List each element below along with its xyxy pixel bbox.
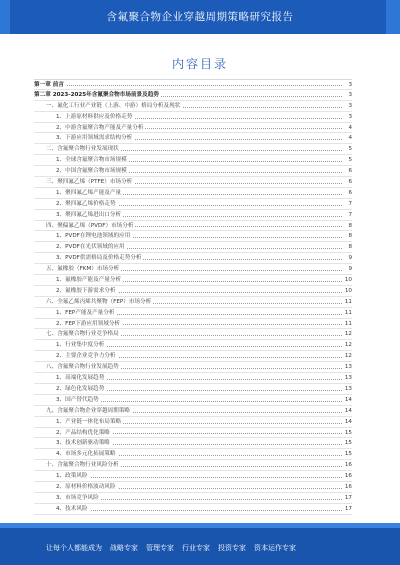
- toc-entry-title: 3、国产替代趋势: [34, 397, 101, 403]
- footer-slogan: [46, 543, 360, 553]
- toc-entry-page: 10: [343, 275, 352, 286]
- toc-entry-title: 十、含氟聚合物行业风险分析: [34, 462, 121, 468]
- toc-entry-title: 3、PVDF供需格局及价格走势分析: [34, 255, 143, 261]
- toc-entry[interactable]: [34, 133, 352, 144]
- toc-entry[interactable]: [34, 384, 352, 395]
- toc-entry-title: 2、氟橡胶下游需求分析: [34, 288, 118, 294]
- toc-entry[interactable]: [34, 428, 352, 439]
- footer-item: 让每个人都能成为: [46, 544, 102, 552]
- toc-entry-page: 4: [346, 123, 352, 134]
- report-header: [0, 0, 400, 34]
- toc-entry-title: 六、全氟乙烯丙烯共聚物（FEP）市场分析: [34, 299, 153, 305]
- toc-entry-title: 1、政策风险: [34, 473, 90, 479]
- toc-entry-page: 3: [346, 112, 352, 123]
- toc-entry-page: 14: [343, 417, 352, 428]
- table-of-contents: [34, 79, 352, 515]
- toc-entry-page: 17: [343, 493, 352, 504]
- toc-entry-page: 14: [343, 406, 352, 417]
- toc-entry-title: 2、PVDF在光伏领域的应用: [34, 244, 127, 250]
- toc-leader-dots: [34, 85, 342, 86]
- toc-entry-page: 7: [346, 210, 352, 221]
- toc-entry[interactable]: [34, 123, 352, 134]
- toc-entry-page: 16: [343, 471, 352, 482]
- toc-entry-title: 1、氟橡胶产能及产量分析: [34, 277, 123, 283]
- footer-item: 行业专家: [182, 544, 210, 552]
- toc-entry-title: 1、全球含氟聚合物市场规模: [34, 157, 129, 163]
- toc-entry-page: 3: [346, 80, 352, 90]
- toc-entry-page: 14: [343, 395, 352, 406]
- toc-entry-title: 2、原材料价格波动风险: [34, 484, 118, 490]
- toc-entry-title: 3、聚四氟乙烯进出口分析: [34, 212, 123, 218]
- toc-entry[interactable]: [34, 101, 352, 112]
- toc-entry-title: 2、主要企业竞争力分析: [34, 353, 118, 359]
- toc-entry[interactable]: [34, 177, 352, 188]
- toc-entry-title: 第一章 前言: [34, 82, 64, 88]
- toc-entry[interactable]: [34, 319, 352, 330]
- toc-entry-title: 2、中国含氟聚合物市场规模: [34, 168, 129, 174]
- toc-entry-page: 15: [343, 449, 352, 460]
- toc-entry-title: 4、技术风险: [34, 506, 90, 512]
- toc-entry-page: 12: [343, 351, 352, 362]
- toc-entry-title: 1、高端化发展趋势: [34, 375, 106, 381]
- toc-entry-page: 11: [343, 319, 352, 330]
- toc-entry-title: 1、产业链一体化布局策略: [34, 419, 123, 425]
- toc-entry[interactable]: [34, 264, 352, 275]
- toc-heading: 内容目录: [171, 57, 228, 71]
- toc-entry[interactable]: [34, 286, 352, 297]
- toc-entry-title: 八、含氟聚合物行业发展趋势: [34, 364, 121, 370]
- footer-item: 管理专家: [146, 544, 174, 552]
- toc-entry[interactable]: [34, 406, 352, 417]
- toc-entry[interactable]: [34, 395, 352, 406]
- toc-entry-page: 5: [346, 144, 352, 155]
- toc-entry-page: 17: [343, 504, 352, 515]
- toc-entry-title: 四、聚偏氟乙烯（PVDF）市场分析: [34, 223, 135, 229]
- toc-entry[interactable]: [34, 166, 352, 177]
- toc-entry[interactable]: [34, 362, 352, 373]
- toc-entry-page: 8: [346, 242, 352, 253]
- toc-entry-title: 2、中游含氟聚合物产能及产量分析: [34, 125, 145, 131]
- toc-entry[interactable]: [34, 231, 352, 242]
- toc-entry-page: 13: [343, 373, 352, 384]
- toc-entry-page: 12: [343, 329, 352, 340]
- toc-entry-page: 6: [346, 188, 352, 199]
- toc-entry[interactable]: [34, 373, 352, 384]
- toc-entry-title: 五、氟橡胶（FKM）市场分析: [34, 266, 121, 272]
- toc-entry-page: 9: [346, 264, 352, 275]
- toc-entry[interactable]: [34, 199, 352, 210]
- toc-entry-title: 3、市场竞争风险: [34, 495, 101, 501]
- toc-entry[interactable]: [34, 417, 352, 428]
- toc-entry-title: 3、技术创新驱动策略: [34, 440, 112, 446]
- toc-entry[interactable]: [34, 221, 352, 232]
- toc-entry-page: 7: [346, 199, 352, 210]
- toc-entry-page: 4: [346, 133, 352, 144]
- toc-entry-page: 9: [346, 253, 352, 264]
- toc-entry[interactable]: [34, 112, 352, 123]
- toc-entry-page: 11: [343, 308, 352, 319]
- toc-entry-page: 6: [346, 166, 352, 177]
- toc-entry[interactable]: [34, 297, 352, 308]
- toc-entry[interactable]: [34, 460, 352, 471]
- toc-entry-page: 15: [343, 438, 352, 449]
- toc-entry-page: 8: [346, 231, 352, 242]
- toc-entry[interactable]: [34, 275, 352, 286]
- toc-entry-title: 1、聚四氟乙烯产能及产量: [34, 190, 123, 196]
- toc-entry-page: 10: [343, 286, 352, 297]
- toc-entry-title: 2、绿色化发展趋势: [34, 386, 106, 392]
- toc-entry-page: 3: [346, 101, 352, 112]
- footer-item: 投资专家: [218, 544, 246, 552]
- toc-entry-title: 七、含氟聚合物行业竞争格局: [34, 331, 121, 337]
- toc-entry[interactable]: [34, 438, 352, 449]
- toc-entry-title: 3、下游应用领域需求结构分析: [34, 135, 134, 141]
- toc-entry-title: 第二章 2023-2025年含氟聚合物市场前景及趋势: [34, 91, 159, 98]
- toc-entry[interactable]: [34, 482, 352, 493]
- footer-item: 战略专家: [110, 544, 138, 552]
- toc-entry[interactable]: [34, 79, 352, 90]
- toc-entry[interactable]: [34, 351, 352, 362]
- toc-entry[interactable]: [34, 210, 352, 221]
- toc-entry-page: 16: [343, 482, 352, 493]
- toc-entry-title: 1、上游原材料供应及价格走势: [34, 114, 134, 120]
- toc-entry[interactable]: [34, 242, 352, 253]
- toc-entry-page: 6: [346, 177, 352, 188]
- toc-entry-title: 1、FEP产能及产量分析: [34, 310, 116, 316]
- toc-entry[interactable]: [34, 90, 352, 101]
- toc-entry[interactable]: [34, 471, 352, 482]
- toc-entry-page: 5: [346, 155, 352, 166]
- toc-entry[interactable]: [34, 188, 352, 199]
- toc-entry-title: 2、产品结构优化策略: [34, 430, 112, 436]
- toc-entry-title: 1、PVDF在锂电池领域的应用: [34, 233, 132, 239]
- toc-entry[interactable]: [34, 340, 352, 351]
- toc-entry[interactable]: [34, 155, 352, 166]
- footer-item: 资本运作专家: [254, 544, 296, 552]
- toc-entry[interactable]: [34, 329, 352, 340]
- toc-entry-page: 13: [343, 384, 352, 395]
- toc-entry-page: 3: [346, 90, 352, 101]
- toc-entry[interactable]: [34, 449, 352, 460]
- toc-entry-title: 九、含氟聚合物企业穿越周期策略: [34, 408, 132, 414]
- toc-entry-page: 16: [343, 460, 352, 471]
- toc-entry[interactable]: [34, 308, 352, 319]
- toc-entry-page: 8: [346, 221, 352, 232]
- toc-entry-title: 2、FEP下游应用领域分析: [34, 321, 122, 327]
- toc-entry[interactable]: [34, 504, 352, 515]
- toc-entry-title: 1、行业集中度分析: [34, 342, 106, 348]
- report-title: 含氟聚合物企业穿越周期策略研究报告: [106, 11, 294, 23]
- toc-entry-title: 4、市场多元化拓展策略: [34, 451, 118, 457]
- toc-entry-title: 2、聚四氟乙烯价格走势: [34, 201, 118, 207]
- toc-entry[interactable]: [34, 253, 352, 264]
- page-footer: [0, 523, 400, 565]
- toc-entry[interactable]: [34, 493, 352, 504]
- toc-entry-page: 12: [343, 340, 352, 351]
- toc-entry[interactable]: [34, 144, 352, 155]
- toc-entry-page: 11: [343, 297, 352, 308]
- toc-entry-title: 三、聚四氟乙烯（PTFE）市场分析: [34, 179, 134, 185]
- toc-entry-page: 13: [343, 362, 352, 373]
- footer-stripe: [0, 523, 400, 528]
- toc-entry-page: 15: [343, 428, 352, 439]
- toc-entry-title: 一、氟化工行业产业链（上游、中游）格局分析及现状: [34, 103, 182, 109]
- toc-entry-title: 二、含氟聚合物行业发展现状: [34, 146, 121, 152]
